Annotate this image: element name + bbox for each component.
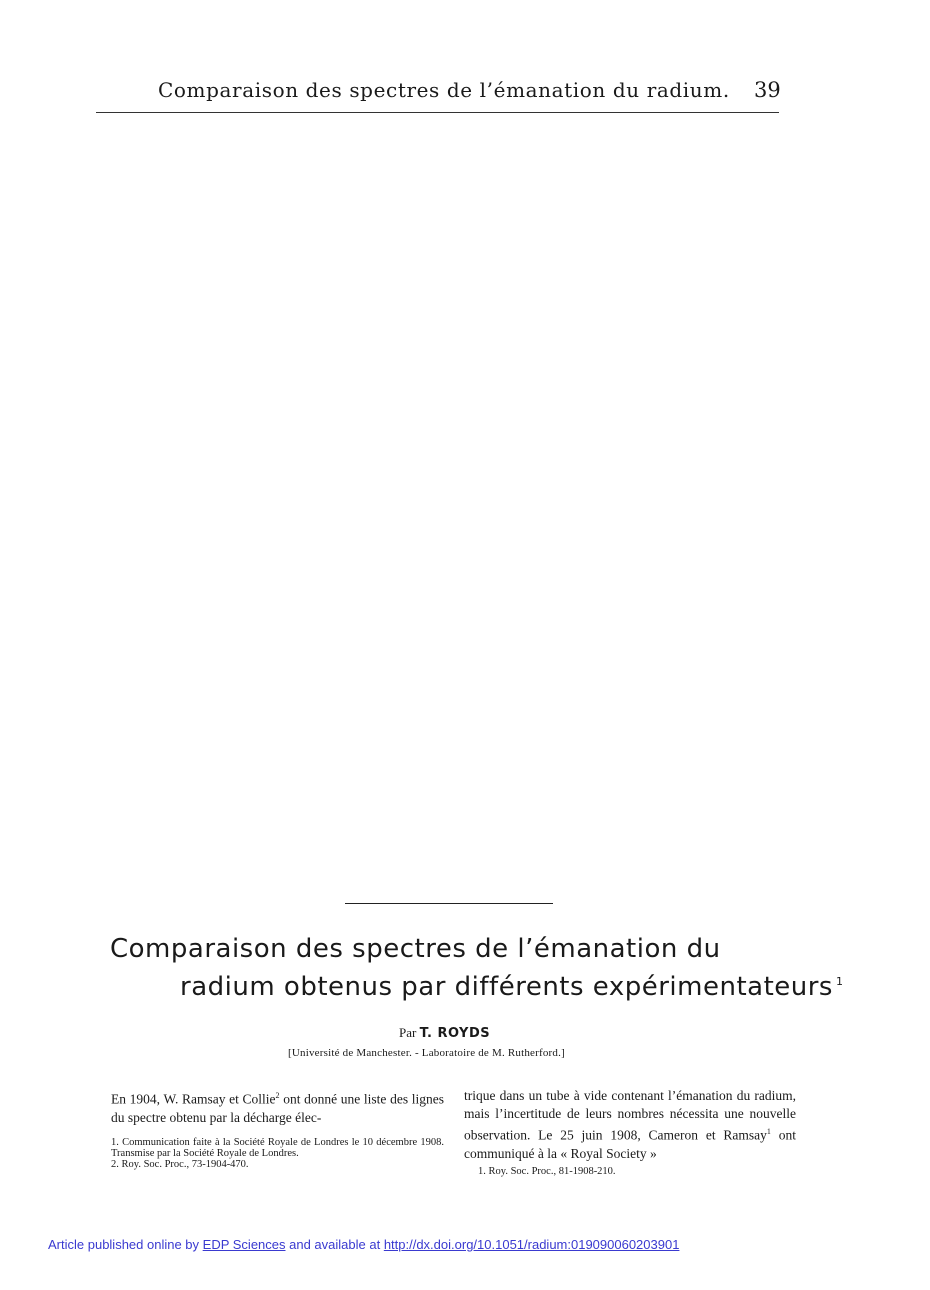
right-paragraph xyxy=(464,1087,796,1163)
article-title-line-2-text: radium obtenus par différents expérimentateurs xyxy=(180,972,833,1002)
edp-sciences-link[interactable]: EDP Sciences xyxy=(202,1237,286,1252)
page-number: 39 xyxy=(754,78,781,102)
title-footnote-mark: 1 xyxy=(835,975,844,989)
article-title-line-1: Comparaison des spectres de l’émanation du xyxy=(110,934,721,964)
right-column xyxy=(464,1087,796,1177)
footer-middle: and available at xyxy=(285,1237,384,1252)
author-name: T. ROYDS xyxy=(419,1026,491,1041)
footnote-2: 2. Roy. Soc. Proc., 73-1904-470. xyxy=(111,1158,249,1170)
right-text: trique dans un tube à vide contenant l’émanation du radium, mais l’incertitude de leurs nombres nécessita une nouvelle observation. Le 25 juin 1908, Cameron et Ramsay xyxy=(464,1088,796,1143)
running-title: Comparaison des spectres de l’émanation du radium. xyxy=(158,78,730,102)
publication-footer xyxy=(48,1237,679,1252)
author-affiliation: [Université de Manchester. - Laboratoire de M. Rutherford.] xyxy=(288,1047,565,1059)
footnote-right-1: 1. Roy. Soc. Proc., 81-1908-210. xyxy=(478,1165,616,1177)
header-rule xyxy=(96,112,779,113)
doi-link[interactable]: http://dx.doi.org/10.1051/radium:019090060203901 xyxy=(383,1237,680,1252)
title-separator-rule xyxy=(345,903,553,904)
footer-prefix: Article published online by xyxy=(48,1237,203,1252)
footnote-1: 1. Communication faite à la Société Royale de Londres le 10 décembre 1908. Transmise par la Société Royale de Londres. xyxy=(111,1136,444,1159)
right-footnote-ref: 1 xyxy=(766,1127,771,1136)
left-text-cont: ont donné une liste des lignes du spectre obtenu par la décharge élec- xyxy=(111,1091,444,1125)
right-text-cont: ont communiqué à la « Royal Society » xyxy=(464,1127,796,1161)
byline xyxy=(399,1025,490,1041)
left-paragraph xyxy=(111,1087,444,1127)
right-footnotes xyxy=(464,1166,796,1177)
byline-prefix: Par xyxy=(399,1025,417,1040)
left-column xyxy=(111,1087,444,1170)
article-title-line-2 xyxy=(180,972,843,1002)
left-footnotes xyxy=(111,1137,444,1170)
left-footnote-ref: 2 xyxy=(275,1091,280,1100)
left-text: En 1904, W. Ramsay et Collie xyxy=(111,1091,276,1107)
